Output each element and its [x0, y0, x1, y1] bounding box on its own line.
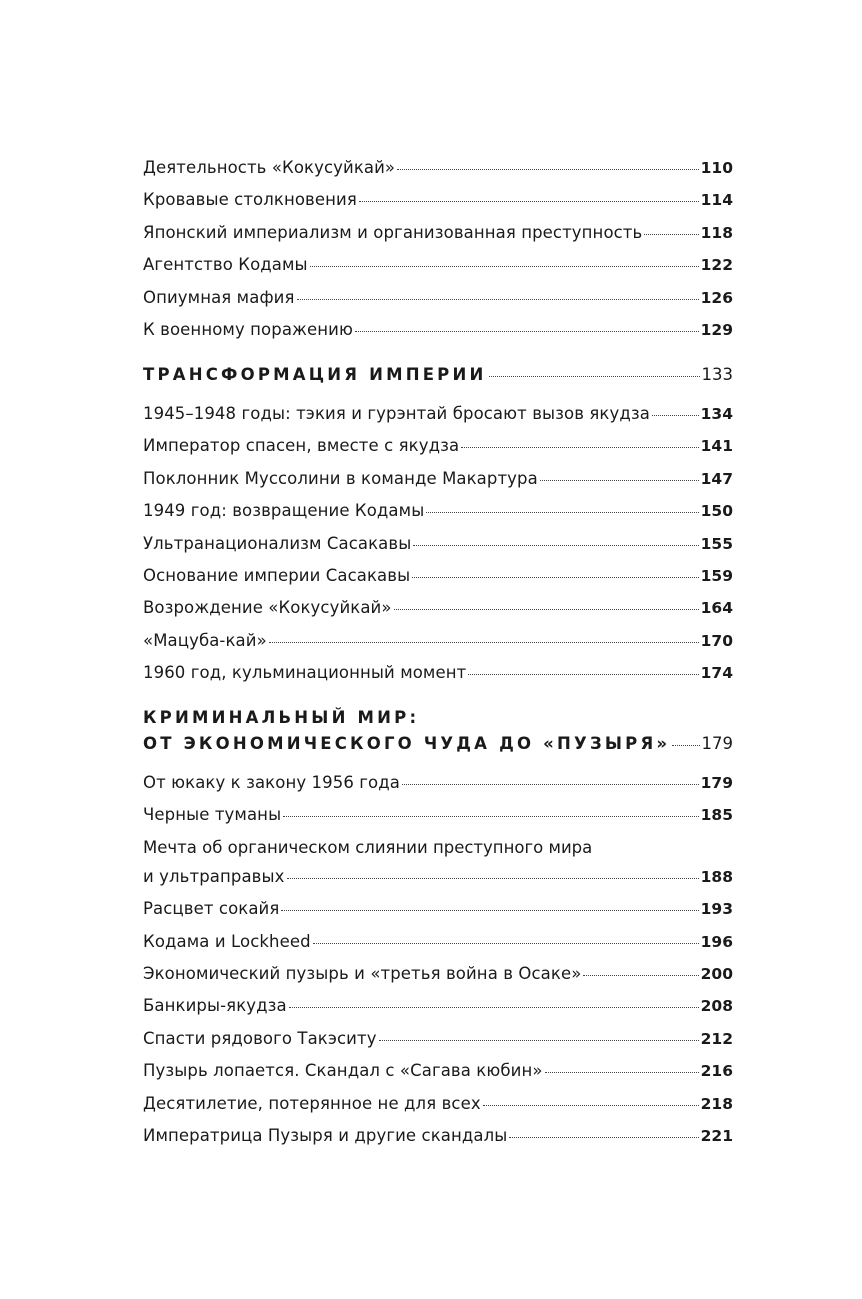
toc-entry[interactable]	[143, 158, 733, 178]
toc-entry[interactable]	[143, 1029, 733, 1049]
entry-title: Экономический пузырь и «третья война в Осаке»	[143, 964, 582, 984]
dot-leader	[412, 573, 698, 578]
dot-leader	[652, 411, 699, 416]
toc-entry[interactable]	[143, 404, 733, 424]
chapter-line	[143, 362, 733, 388]
dot-leader	[289, 1003, 699, 1008]
entry-title: 1949 год: возвращение Кодамы	[143, 501, 425, 521]
dot-leader	[583, 971, 698, 976]
entry-page: 193	[700, 900, 733, 919]
dot-leader	[483, 1101, 699, 1106]
entry-title: Кровавые столкновения	[143, 190, 357, 210]
toc-entry[interactable]	[143, 255, 733, 275]
entry-page: 126	[700, 288, 733, 307]
dot-leader	[672, 741, 699, 746]
dot-leader	[468, 670, 698, 675]
dot-leader	[461, 443, 698, 448]
entry-title: Опиумная мафия	[143, 287, 295, 307]
entry-page: 216	[700, 1062, 733, 1081]
toc-entry[interactable]	[143, 566, 733, 586]
entry-title: Спасти рядового Такэситу	[143, 1028, 377, 1048]
entry-title: Императрица Пузыря и другие скандалы	[143, 1125, 508, 1145]
entry-page: 159	[700, 566, 733, 585]
dot-leader	[283, 812, 698, 817]
toc-entry[interactable]	[143, 320, 733, 340]
toc-entry[interactable]	[143, 805, 733, 825]
table-of-contents	[143, 158, 733, 1158]
dot-leader	[355, 327, 699, 332]
toc-group-1	[143, 158, 733, 340]
entry-page: 110	[700, 159, 733, 177]
dot-leader	[489, 372, 700, 377]
dot-leader	[644, 230, 698, 235]
chapter-title-line-2: ОТ ЭКОНОМИЧЕСКОГО ЧУДА ДО «ПУЗЫРЯ»	[143, 734, 671, 754]
toc-entry-multiline[interactable]	[143, 838, 733, 887]
toc-entry[interactable]	[143, 469, 733, 489]
entry-title: Японский империализм и организованная преступность	[143, 222, 643, 242]
toc-entry[interactable]	[143, 773, 733, 793]
toc-entry[interactable]	[143, 996, 733, 1016]
entry-title: Ультранационализм Сасакавы	[143, 533, 412, 553]
dot-leader	[509, 1133, 698, 1138]
entry-title: Агентство Кодамы	[143, 255, 308, 275]
entry-title: «Мацуба-кай»	[143, 630, 267, 650]
entry-title: Основание империи Сасакавы	[143, 565, 411, 585]
toc-entry[interactable]	[143, 899, 733, 919]
chapter-heading-transformation[interactable]	[143, 362, 733, 388]
entry-title: Десятилетие, потерянное не для всех	[143, 1093, 481, 1113]
entry-page: 221	[700, 1126, 733, 1145]
dot-leader	[297, 295, 699, 300]
entry-page: 114	[700, 191, 733, 210]
dot-leader	[379, 1036, 699, 1041]
entry-title: Возрождение «Кокусуйкай»	[143, 598, 392, 618]
entry-title: Поклонник Муссолини в команде Макартура	[143, 468, 538, 488]
toc-entry[interactable]	[143, 288, 733, 308]
dot-leader	[545, 1068, 699, 1073]
entry-page: 196	[700, 932, 733, 951]
dot-leader	[281, 906, 698, 911]
entry-page: 122	[700, 256, 733, 275]
toc-entry[interactable]	[143, 501, 733, 521]
toc-entry[interactable]	[143, 663, 733, 683]
entry-title-line-1: Мечта об органическом слиянии преступного мира	[143, 837, 593, 857]
entry-title: Кодама и Lockheed	[143, 931, 311, 951]
entry-title: 1945–1948 годы: тэкия и гурэнтай бросают вызов якудза	[143, 403, 650, 423]
entry-page: 174	[700, 664, 733, 683]
toc-entry[interactable]	[143, 223, 733, 243]
entry-title: Император спасен, вместе с якудза	[143, 436, 460, 456]
entry-page: 188	[700, 867, 733, 886]
entry-title-line-2: и ультраправых	[143, 866, 285, 886]
entry-title: Деятельность «Кокусуйкай»	[143, 158, 396, 177]
toc-group-2	[143, 404, 733, 683]
chapter-page: 179	[701, 734, 733, 754]
entry-title: 1960 год, кульминационный момент	[143, 663, 467, 683]
entry-title: Пузырь лопается. Скандал с «Сагава кюбин»	[143, 1061, 543, 1081]
dot-leader	[287, 874, 699, 879]
entry-title: От юкаку к закону 1956 года	[143, 773, 400, 793]
entry-title: Расцвет сокайя	[143, 899, 280, 919]
toc-group-3	[143, 773, 733, 1146]
toc-entry[interactable]	[143, 436, 733, 456]
entry-page: 129	[700, 320, 733, 339]
dot-leader	[394, 605, 699, 610]
entry-page: 200	[700, 965, 733, 984]
chapter-title: ТРАНСФОРМАЦИЯ ИМПЕРИИ	[143, 364, 487, 384]
toc-entry[interactable]	[143, 1126, 733, 1146]
entry-page: 118	[700, 223, 733, 242]
dot-leader	[540, 476, 699, 481]
dot-leader	[402, 780, 699, 785]
entry-title: Банкиры-якудза	[143, 996, 287, 1016]
entry-page: 179	[700, 774, 733, 793]
entry-page: 208	[700, 997, 733, 1016]
entry-page: 185	[700, 806, 733, 825]
entry-page: 155	[700, 534, 733, 553]
chapter-page: 133	[701, 364, 733, 384]
entry-title: Черные туманы	[143, 805, 282, 825]
entry-page: 170	[700, 631, 733, 650]
entry-page: 218	[700, 1094, 733, 1113]
entry-page: 147	[700, 469, 733, 488]
dot-leader	[413, 541, 698, 546]
chapter-line-1	[143, 705, 733, 731]
dot-leader	[313, 939, 699, 944]
chapter-title-line-1: КРИМИНАЛЬНЫЙ МИР:	[143, 708, 420, 728]
dot-leader	[359, 197, 699, 202]
dot-leader	[310, 262, 699, 267]
entry-second-line	[143, 867, 733, 887]
entry-page: 212	[700, 1029, 733, 1048]
toc-entry[interactable]	[143, 964, 733, 984]
chapter-heading-criminal-world[interactable]	[143, 705, 733, 757]
dot-leader	[397, 165, 699, 170]
toc-entry[interactable]	[143, 534, 733, 554]
toc-entry[interactable]	[143, 1061, 733, 1081]
entry-page: 164	[700, 599, 733, 618]
dot-leader	[426, 508, 698, 513]
dot-leader	[269, 638, 699, 643]
chapter-line-2	[143, 731, 733, 757]
toc-entry[interactable]	[143, 190, 733, 210]
toc-entry[interactable]	[143, 1094, 733, 1114]
toc-entry[interactable]	[143, 932, 733, 952]
entry-page: 141	[700, 437, 733, 456]
entry-title: К военному поражению	[143, 319, 353, 339]
toc-entry[interactable]	[143, 598, 733, 618]
entry-page: 134	[700, 404, 733, 423]
entry-page: 150	[700, 502, 733, 521]
toc-entry[interactable]	[143, 631, 733, 651]
